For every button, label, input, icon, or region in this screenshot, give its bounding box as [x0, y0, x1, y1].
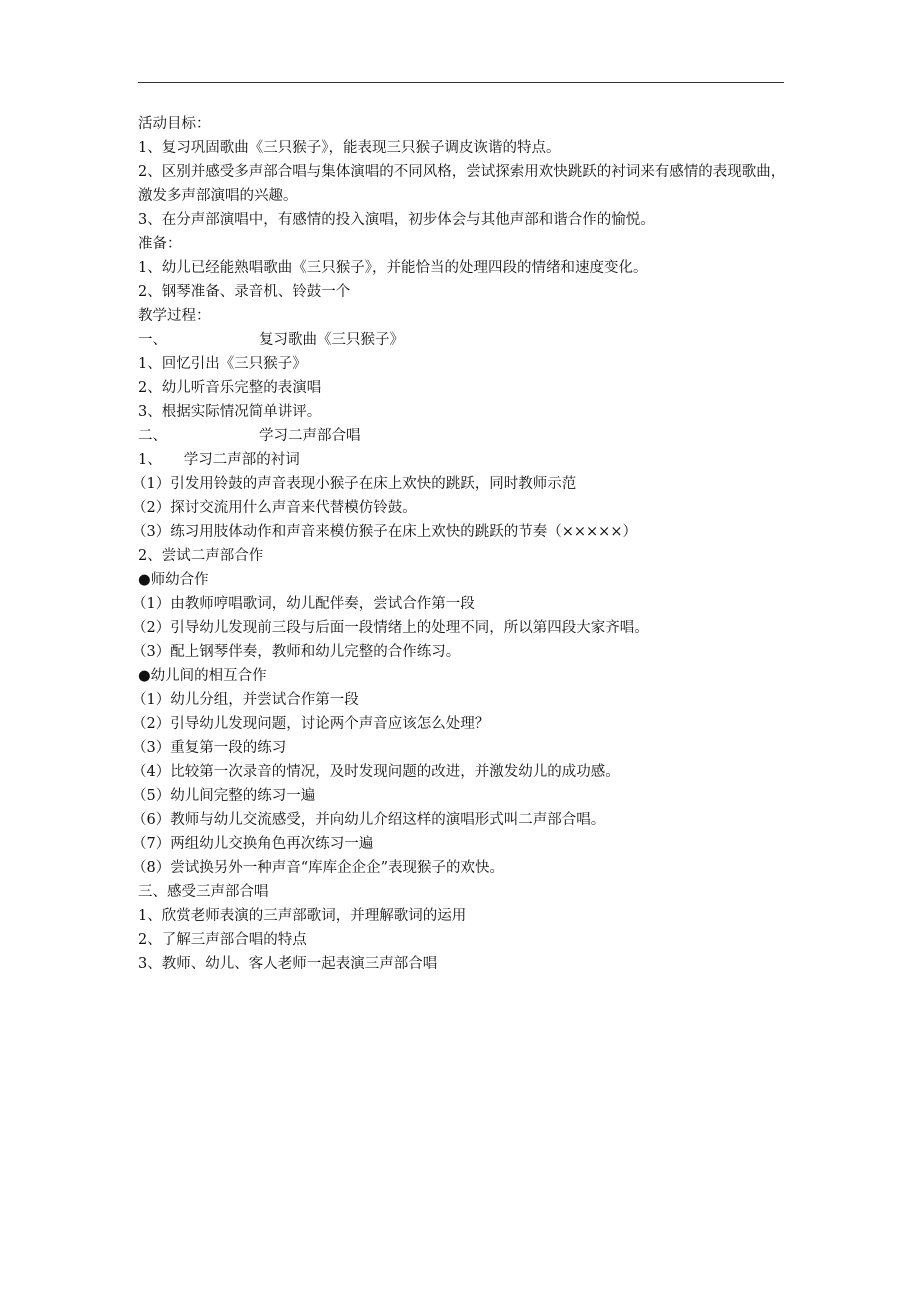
group-item: （3）重复第一段的练习: [132, 740, 287, 756]
document-body: [132, 112, 788, 976]
step-item: （1）引发用铃鼓的声音表现小猴子在床上欢快的跳跃，同时教师示范: [132, 476, 577, 492]
step-number: 1、: [138, 452, 162, 468]
group-item: （5）幼儿间完整的练习一遍: [132, 788, 316, 804]
step-heading: [138, 448, 788, 472]
process-heading: 教学过程：: [138, 308, 211, 324]
group-heading: ●师幼合作: [138, 572, 209, 588]
step-item: （3）练习用肢体动作和声音来模仿猴子在床上欢快的跳跃的节奏（×××××）: [132, 524, 637, 540]
header-rule: [138, 82, 784, 83]
section3-item: 2、了解三声部合唱的特点: [138, 932, 307, 948]
section1-item: 2、幼儿听音乐完整的表演唱: [138, 380, 322, 396]
section-heading-3: 三、感受三声部合唱: [138, 884, 269, 900]
section3-item: 3、教师、幼儿、客人老师一起表演三声部合唱: [138, 956, 438, 972]
prep-item: 2、钢琴准备、录音机、铃鼓一个: [138, 284, 351, 300]
goal-item: 3、在分声部演唱中，有感情的投入演唱，初步体会与其他声部和谐合作的愉悦。: [138, 212, 655, 228]
step-item: （2）探讨交流用什么声音来代替模仿铃鼓。: [132, 500, 417, 516]
group-item: （3）配上钢琴伴奏，教师和幼儿完整的合作练习。: [132, 644, 461, 660]
group-item: （8）尝试换另外一种声音“库库企企企”表现猴子的欢快。: [132, 860, 505, 876]
group-item: （1）由教师哼唱歌词，幼儿配伴奏，尝试合作第一段: [132, 596, 475, 612]
group-item: （6）教师与幼儿交流感受，并向幼儿介绍这样的演唱形式叫二声部合唱。: [132, 812, 606, 828]
group-item: （2）引导幼儿发现问题，讨论两个声音应该怎么处理？: [132, 716, 490, 732]
section-title: 学习二声部合唱: [259, 428, 361, 444]
group-item: （2）引导幼儿发现前三段与后面一段情绪上的处理不同，所以第四段大家齐唱。: [132, 620, 649, 636]
step-title: 学习二声部的衬词: [183, 452, 300, 468]
section-number: 一、: [138, 332, 167, 348]
goals-heading: 活动目标：: [138, 116, 211, 132]
section-number: 二、: [138, 428, 167, 444]
section-title: 复习歌曲《三只猴子》: [259, 332, 404, 348]
goal-item: 2、区别并感受多声部合唱与集体演唱的不同风格，尝试探索用欢快跳跃的衬词来有感情的表现歌曲，激发多声部演唱的兴趣。: [138, 164, 786, 204]
group-item: （4）比较第一次录音的情况，及时发现问题的改进，并激发幼儿的成功感。: [132, 764, 620, 780]
section3-item: 1、欣赏老师表演的三声部歌词，并理解歌词的运用: [138, 908, 467, 924]
section1-item: 3、根据实际情况简单讲评。: [138, 404, 322, 420]
goal-item: 1、复习巩固歌曲《三只猴子》，能表现三只猴子调皮诙谐的特点。: [138, 140, 561, 156]
step-heading: 2、尝试二声部合作: [138, 548, 264, 564]
prep-heading: 准备：: [138, 236, 182, 252]
group-item: （7）两组幼儿交换角色再次练习一遍: [132, 836, 374, 852]
prep-item: 1、幼儿已经能熟唱歌曲《三只猴子》，并能恰当的处理四段的情绪和速度变化。: [138, 260, 648, 276]
group-heading: ●幼儿间的相互合作: [138, 668, 267, 684]
section1-item: 1、回忆引出《三只猴子》: [138, 356, 307, 372]
group-item: （1）幼儿分组，并尝试合作第一段: [132, 692, 359, 708]
section-heading-2: [138, 424, 788, 448]
section-heading-1: [138, 328, 788, 352]
